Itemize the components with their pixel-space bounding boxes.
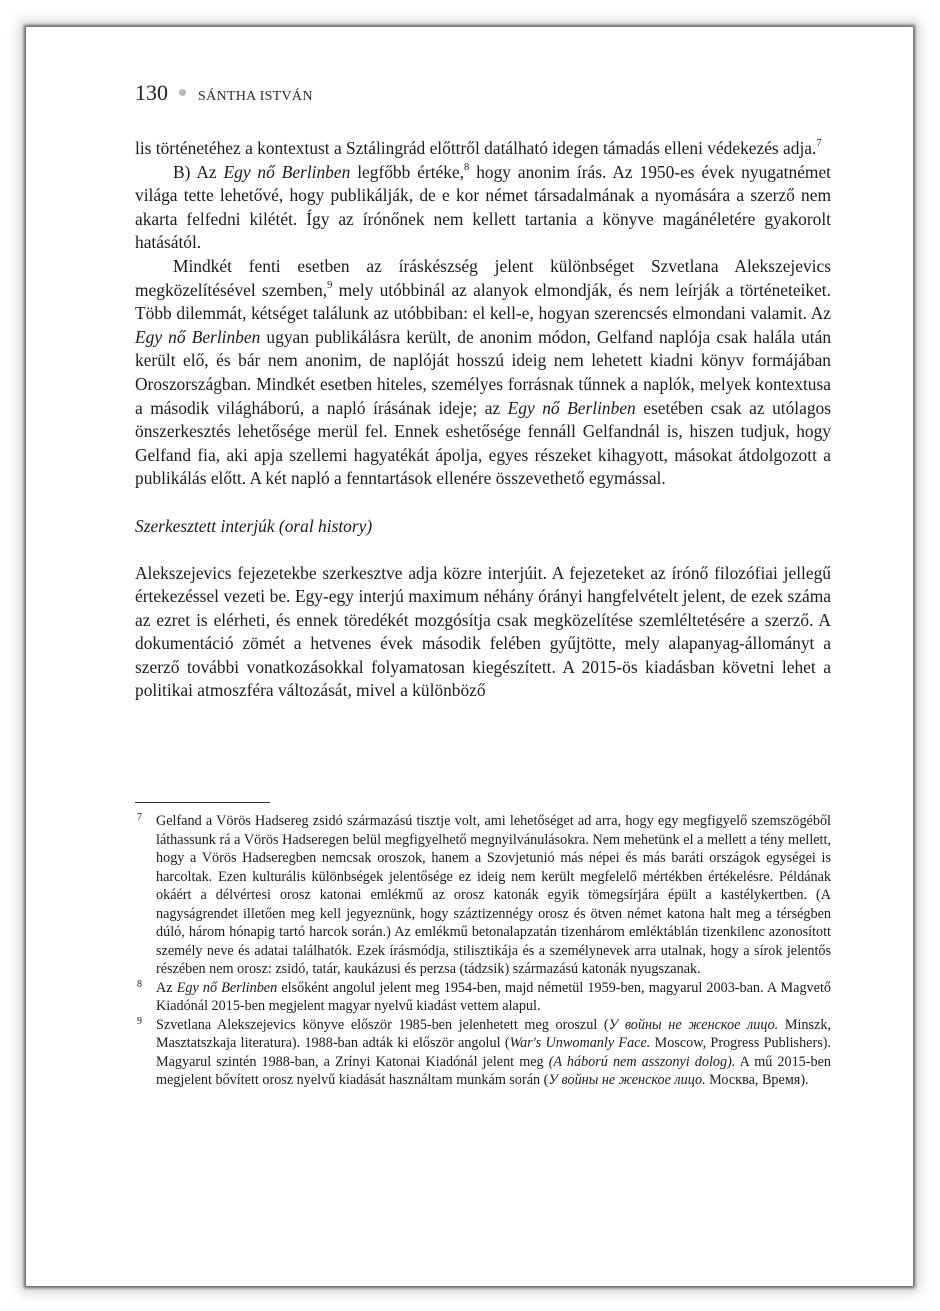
book-title: Egy nő Berlinben	[507, 397, 636, 418]
footnote-mark: 8	[137, 978, 142, 990]
footnote-separator	[135, 802, 270, 803]
footnote-8: 8 Az Egy nő Berlinben elsőként angolul jelent meg 1954-ben, majd németül 1959-ben, magyarul 2003-ban. A Magvető Kiadónál 2015-ben megjelent magyar nyelvű kiadást vettem alapul.	[135, 979, 831, 1016]
bullet-separator-icon	[179, 89, 186, 96]
body-text	[135, 137, 831, 703]
footnote-7: 7 Gelfand a Vörös Hadsereg zsidó származású tisztje volt, ami lehetőséget ad arra, hogy egy megfigyelő szemszögéből láthassunk rá a Vörös Hadseregen belül megfigyelhető megnyilvánulásokra. Nem mehetünk el a mellett a tény mellett, hogy a Vörös Hadseregben nemcsak oroszok, hanem a Szovjetunió más népei és más baráti országok egységei is harcoltak. Ezen kulturális különbségek jelentősége ez ideig nem került megfelelő mértékben értékelésre. Példának okáért a délvértesi orosz katonai emlékmű az orosz katonák egyik tömegsírjára épült a kastélykertben. (A nagyságrendet illetően meg kell jegyeznünk, hogy száztizennégy orosz és ötven német katona halt meg a térségben dúló, három hónapig tartó harcok során.) Az emlékmű betonalapzatán tizenhárom emléktáblán tizenkilenc azonosított személy neve és adatai találhatók. Ezek írásmódja, stilisztikája és a személynevek arra utalnak, hogy a sírok jelentős részében nem orosz: zsidó, tatár, kaukázusi és perzsa (tádzsik) származású katonák nyugszanak.	[135, 812, 831, 979]
running-head-author: SÁNTHA ISTVÁN	[198, 89, 313, 104]
footnote-ref-8[interactable]: 8	[464, 161, 470, 173]
book-title: Egy nő Berlinben	[223, 161, 351, 182]
section-heading: Szerkesztett interjúk (oral history)	[135, 515, 373, 536]
book-page	[26, 27, 913, 1286]
footnote-ref-9[interactable]: 9	[327, 279, 333, 291]
paragraph-2: B) Az Egy nő Berlinben legfőbb értéke,$^8$ hogy anonim írás. Az 1950-es évek nyugatnémet világa tette lehetővé, hogy publikálják, de e kor német társadalmának a nyomására a szerző nem akarta felfedni kilétét. Így az írónőnek nem kellett tartania a könyve magánéletére gyakorolt hatásától.	[135, 161, 831, 253]
page-number: 130	[135, 80, 168, 105]
page-header	[135, 80, 313, 106]
book-title: Egy nő Berlinben	[135, 326, 261, 347]
footnotes	[135, 812, 831, 1090]
footnote-ref-7[interactable]: 7	[816, 138, 822, 150]
footnote-mark: 9	[137, 1015, 142, 1027]
footnote-mark: 7	[137, 812, 142, 823]
paragraph-4: Alekszejevics fejezetekbe szerkesztve adja közre interjúit. A fejezeteket az írónő filozófiai jellegű értekezéssel vezeti be. Egy-egy interjú maximum néhány órányi hangfelvételt jelent, de ezek száma az ezret is elérheti, és ennek töredékét mozgósítja csak megközelítése szemléltetésére a szerző. A dokumentáció zömét a hetvenes évek második felében gyűjtötte, mely alapanyag-állományt a szerző további vonatkozásokkal folyamatosan kiegészített. A 2015-ös kiadásban követni lehet a politikai atmoszféra változását, mivel a különböző	[135, 562, 831, 701]
paragraph-3: Mindkét fenti esetben az íráskészség jelent különbséget Szvetlana Alekszejevics megközelítésével szemben,$^9$ mely utóbbinál az alanyok elmondják, és nem leírják a történeteiket. Több dilemmát, kétséget találunk az utóbbiban: el kell-e, hogyan szerencsés elmondani valamit. Az Egy nő Berlinben ugyan publikálásra került, de anonim módon, Gelfand naplója csak halála után került elő, és bár nem anonim, de naplóját hosszú ideig nem lehetett kiadni könyv formájában Oroszországban. Mindkét esetben hiteles, személyes forrásnak tűnnek a naplók, melyek kontextusa a második világháború, a napló írásának ideje; az Egy nő Berlinben esetében csak az utólagos önszerkesztés lehetősége merül fel. Ennek eshetősége fennáll Gelfandnál is, hiszen tudjuk, hogy Gelfand fia, aki apja szellemi hagyatékát ápolja, egyes részeket kihagyott, másokat átdolgozott a publikálás előtt. A két napló a fenntartások ellenére összevethető egymással.	[135, 255, 832, 489]
paragraph-1: lis történetéhez a kontextust a Sztálingrád előttről datálható idegen támadás elleni védekezés adja.$^7$	[135, 138, 822, 158]
footnote-9: 9 Szvetlana Alekszejevics könyve először 1985-ben jelenhetett meg oroszul (У войны не женское лицо. Minszk, Masztatszkaja literatura). 1988-ban adták ki először angolul (War's Unwomanly Face. Moscow, Progress Publishers). Magyarul szintén 1988-ban, a Zrínyi Katonai Kiadónál jelent meg (A háború nem asszonyi dolog). A mű 2015-ben megjelent bővített orosz nyelvű kiadását használtam munkám során (У войны не женское лицо. Москва, Время).	[135, 1016, 831, 1090]
